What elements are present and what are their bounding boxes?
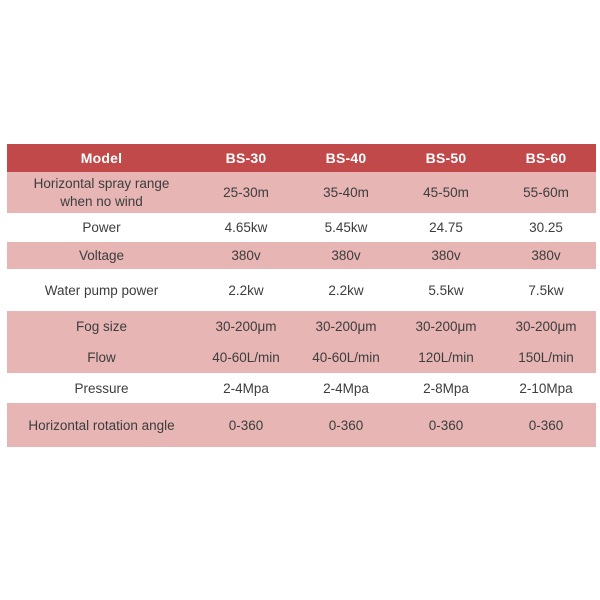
cell-power-bs60: 30.25 — [529, 220, 563, 235]
cell-voltage-bs50: 380v — [431, 248, 461, 263]
cell-water-pump-power-bs50: 5.5kw — [428, 282, 464, 298]
cell-rotation-angle-bs50: 0-360 — [428, 417, 464, 433]
spray-range-label-line1: Horizontal spray range — [33, 175, 170, 191]
spec-table — [7, 144, 596, 447]
cell-voltage-bs30: 380v — [231, 248, 261, 263]
header-model: Model — [80, 150, 123, 166]
cell-power-bs50: 24.75 — [429, 220, 463, 235]
cell-pressure-bs30: 2-4Mpa — [223, 380, 269, 396]
row-power — [7, 213, 596, 242]
spec-table-container — [7, 144, 596, 447]
cell-fog-size-bs50: 30-200μm — [415, 319, 477, 334]
cell-fog-size-bs30: 30-200μm — [215, 319, 277, 334]
row-label-rotation-angle: Horizontal rotation angle — [28, 417, 175, 433]
cell-pressure-bs60: 2-10Mpa — [519, 380, 573, 396]
row-label-spray-range — [7, 172, 196, 213]
cell-rotation-angle-bs30: 0-360 — [228, 417, 264, 433]
cell-flow-bs40: 40-60L/min — [312, 350, 380, 365]
row-label-water-pump-power: Water pump power — [44, 282, 159, 298]
row-fog-size — [7, 311, 596, 342]
cell-water-pump-power-bs60: 7.5kw — [528, 282, 564, 298]
cell-spray-range-bs50: 45-50m — [423, 185, 469, 200]
cell-pressure-bs40: 2-4Mpa — [323, 380, 369, 396]
header-bs30: BS-30 — [225, 150, 267, 166]
row-flow — [7, 342, 596, 373]
row-label-pressure: Pressure — [74, 380, 129, 396]
row-label-fog-size: Fog size — [75, 319, 128, 334]
header-bs50: BS-50 — [425, 150, 467, 166]
cell-fog-size-bs60: 30-200μm — [515, 319, 577, 334]
row-label-voltage: Voltage — [78, 248, 125, 263]
row-spray-range — [7, 172, 596, 213]
row-water-pump-power — [7, 269, 596, 311]
cell-rotation-angle-bs40: 0-360 — [328, 417, 364, 433]
header-row — [7, 144, 596, 172]
cell-flow-bs30: 40-60L/min — [212, 350, 280, 365]
spray-range-label-line2: when no wind — [60, 193, 143, 209]
cell-voltage-bs60: 380v — [531, 248, 561, 263]
cell-water-pump-power-bs40: 2.2kw — [328, 282, 364, 298]
cell-spray-range-bs30: 25-30m — [223, 185, 269, 200]
cell-power-bs30: 4.65kw — [224, 220, 268, 235]
spray-range-label-text — [34, 175, 170, 211]
cell-rotation-angle-bs60: 0-360 — [528, 417, 564, 433]
cell-flow-bs50: 120L/min — [418, 350, 474, 365]
row-label-power: Power — [82, 220, 121, 235]
row-rotation-angle — [7, 403, 596, 447]
cell-voltage-bs40: 380v — [331, 248, 361, 263]
cell-spray-range-bs60: 55-60m — [523, 185, 569, 200]
header-bs60: BS-60 — [525, 150, 567, 166]
cell-power-bs40: 5.45kw — [324, 220, 368, 235]
row-label-flow: Flow — [87, 350, 116, 365]
row-voltage — [7, 242, 596, 269]
header-bs40: BS-40 — [325, 150, 367, 166]
cell-spray-range-bs40: 35-40m — [323, 185, 369, 200]
cell-fog-size-bs40: 30-200μm — [315, 319, 377, 334]
cell-flow-bs60: 150L/min — [518, 350, 574, 365]
row-pressure — [7, 373, 596, 403]
cell-pressure-bs50: 2-8Mpa — [423, 380, 469, 396]
cell-water-pump-power-bs30: 2.2kw — [228, 282, 264, 298]
